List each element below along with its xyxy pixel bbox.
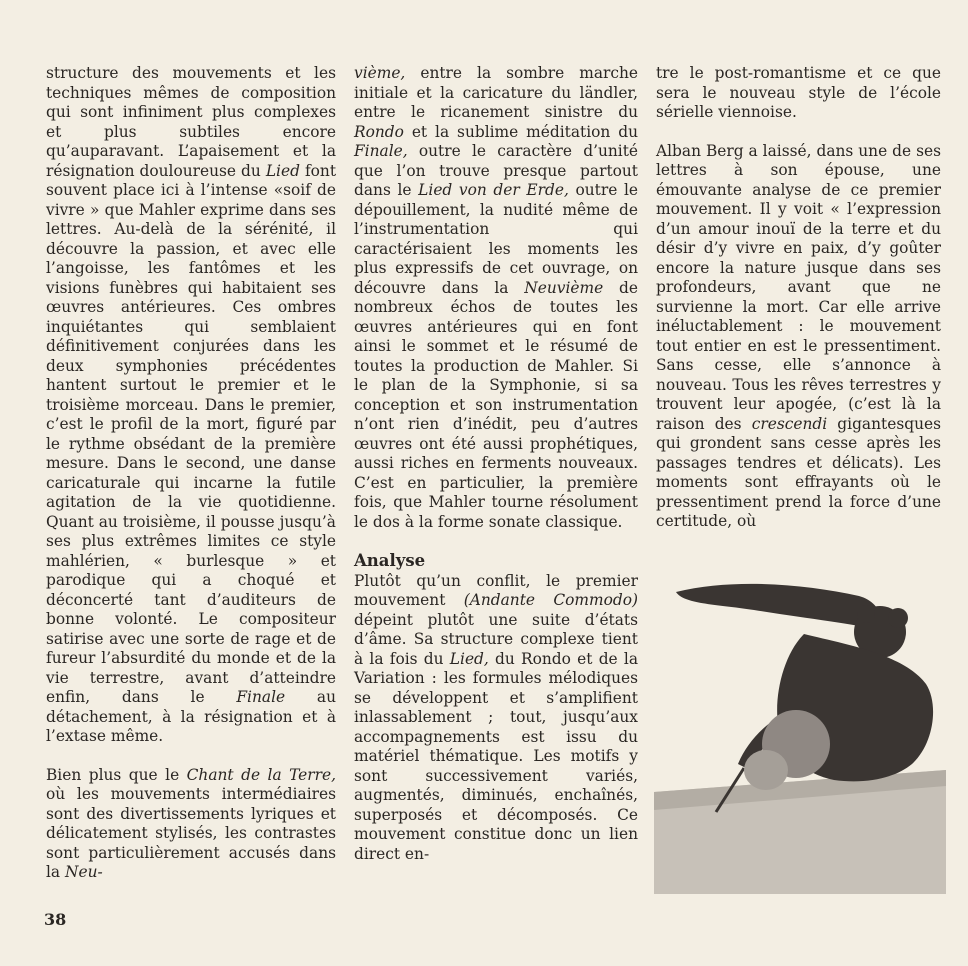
text-column-1 xyxy=(46,64,336,902)
text-column-3 xyxy=(656,64,941,551)
paragraph: Alban Berg a laissé, dans une de ses lettres à son épouse, une émouvante analyse de ce premier mouvement. Il y voit « l’expression d’un amour inouï de la terre et du désir d’y vivre en paix, d’y goûter encore la nature jusque dans ses profondeurs, avant que ne survienne la mort. Car elle arrive inéluctablement : le mouvement tout entier en est le pressentiment. Sans cesse, elle s’annonce à nouveau. Tous les rêves terrestres y trouvent leur apogée, (c’est là la raison des crescendi gigantesques qui grondent sans cesse après les passages tendres et délicats). Les moments sont effrayants où le pressentiment prend la force d’une certitude, où xyxy=(656,141,941,530)
paragraph: Bien plus que le Chant de la Terre, où les mouvements intermédiaires sont des divertissements lyriques et délicatement stylisés, les contrastes sont particulièrement accusés dans la Neu- xyxy=(46,765,336,881)
text-column-2 xyxy=(354,64,638,883)
section-heading: Analyse xyxy=(354,551,426,570)
conductor-silhouette xyxy=(654,574,946,894)
paragraph: structure des mouvements et les techniques mêmes de composition qui sont infiniment plus complexes et plus subtiles encore qu’auparavant. L’apaisement et la résignation douloureuse du Lied font souvent place ici à l’intense «soif de vivre » que Mahler exprime dans ses lettres. Au-delà de la sérénité, il découvre la passion, et avec elle l’angoisse, les fantômes et les visions funèbres qui habitaient ses œuvres antérieures. Ces ombres inquiétantes qui semblaient définitivement conjurées dans les deux symphonies précédentes hantent surtout le premier et le troisième morceau. Dans le premier, c’est le profil de la mort, figuré par le rythme obsédant de la première mesure. Dans le second, une danse caricaturale qui incarne la futile agitation de la vie quotidienne. Quant au troisième, il pousse jusqu’à ses plus extrêmes limites ce style mahlérien, « burlesque » et parodique qui a choqué et déconcerté tant d’auditeurs de bonne volonté. Le compositeur satirise avec une sorte de rage et de fureur l’absurdité du monde et de la vie terrestre, avant d’atteindre enfin, dans le Finale au détachement, à la résignation et à l’extase même. xyxy=(46,64,337,745)
paragraph: tre le post-romantisme et ce que sera le nouveau style de l’école sérielle viennoise. xyxy=(656,64,941,121)
page-number: 38 xyxy=(44,910,67,929)
paragraph: Plutôt qu’un conflit, le premier mouvement (Andante Commodo) dépeint plutôt une suite d’états d’âme. Sa structure complexe tient à la fois du Lied, du Rondo et de la Variation : les formules mélodiques se développent et s’amplifient inlassablement ; tout, jusqu’aux accompagnements est issu du matériel thématique. Les motifs y sont successivement variés, augmentés, diminués, enchaînés, superposés et décomposés. Ce mouvement constitue donc un lien direct en- xyxy=(354,571,639,863)
conductor-photo xyxy=(654,574,946,894)
paragraph: vième, entre la sombre marche initiale et la caricature du ländler, entre le ricanement sinistre du Rondo et la sublime méditation du Finale, outre le caractère d’unité que l’on trouve presque partout dans le Lied von der Erde, outre le dépouillement, la nudité même de l’instrumentation qui caractérisaient les moments les plus expressifs de cet ouvrage, on découvre dans la Neuvième de nombreux échos de toutes les œuvres antérieures qui en font ainsi le sommet et le résumé de toutes la production de Mahler. Si le plan de la Symphonie, si sa conception et son instrumentation n’ont rien d’inédit, peu d’autres œuvres ont été aussi prophétiques, aussi riches en ferments nouveaux. C’est en particulier, la première fois, que Mahler tourne résolument le dos à la forme sonate classique. xyxy=(354,64,638,531)
